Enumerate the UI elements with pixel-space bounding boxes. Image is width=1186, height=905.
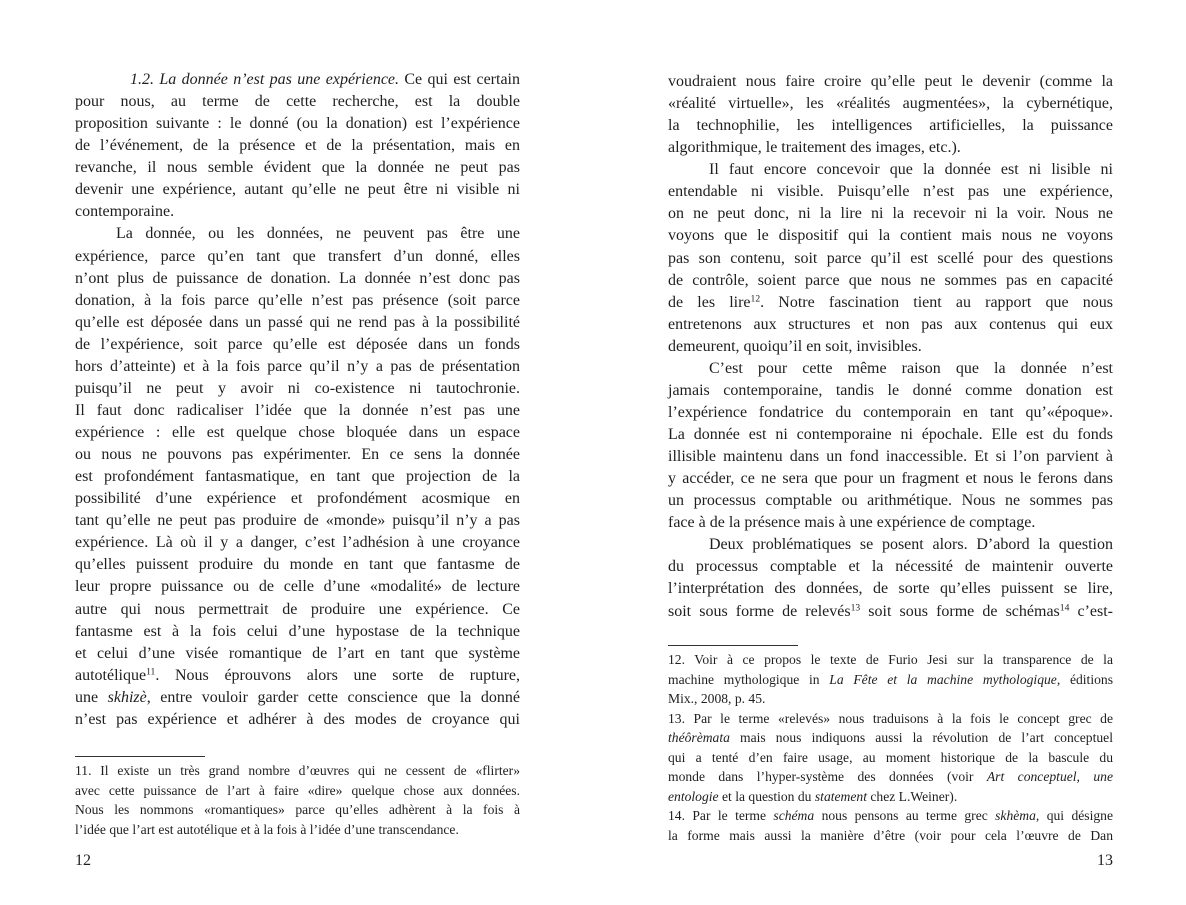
- text-run: pour nous, au terme de cette recherche, est la double: [75, 93, 520, 111]
- text-run: Il faut donc radicaliser l’idée que la donnée n’est pas une: [75, 401, 520, 419]
- text-line: [75, 290, 520, 312]
- text-run: la forme mais aussi la manière d’être (voir pour cela l’œuvre de Dan: [668, 827, 1113, 843]
- text-line: [668, 225, 1113, 247]
- body-text: [75, 69, 520, 731]
- text-run: machine mythologique in: [668, 671, 830, 687]
- text-line: [75, 223, 520, 245]
- text-run: n’est pas expérience et adhérer à des modes de croyance qui: [75, 710, 520, 728]
- footnote-ref: 11: [146, 666, 156, 678]
- text-run: on ne peut donc, ni la lire ni la recevoir ni la voir. Nous ne: [668, 205, 1113, 223]
- text-line: [75, 761, 520, 781]
- text-run: avec cette puissance de l’art à faire «dire» quelque chose aux données.: [75, 782, 520, 798]
- text-line: [668, 787, 1113, 807]
- text-line: [75, 576, 520, 598]
- text-run: . Nous éprouvons alors une sorte de rupture,: [155, 666, 520, 684]
- footnote-ref: 14: [1059, 602, 1070, 614]
- text-run: voudraient nous faire croire qu’elle peut le devenir (comme la: [668, 73, 1113, 90]
- paragraph: [668, 159, 1113, 358]
- text-run: leur propre puissance ou de celle d’une «modalité» de lecture: [75, 578, 520, 596]
- text-run: qu’elles puissent produire du monde en tant que fantasme de: [75, 556, 520, 574]
- text-line: [75, 466, 520, 488]
- text-line: [75, 400, 520, 422]
- text-run: 14. Par le terme: [668, 808, 774, 823]
- text-line: [75, 356, 520, 378]
- text-run: devenir une expérience, autant qu’elle ne peut être ni visible ni: [75, 181, 520, 199]
- italic-text: 1.2. La donnée n’est pas une expérience.: [130, 71, 400, 88]
- text-line: [75, 643, 520, 665]
- text-line: [75, 334, 520, 356]
- text-line: [75, 665, 520, 687]
- text-run: C’est pour cette même raison que la donnée n’est: [709, 359, 1113, 377]
- footnote-rule: [668, 645, 798, 646]
- text-line: [75, 510, 520, 532]
- text-run: Nous les nommons «romantiques» parce qu’elles adhèrent à la fois à: [75, 802, 520, 817]
- footnote-rule: [75, 756, 205, 757]
- text-run: c’est-: [1069, 602, 1114, 620]
- text-line: [75, 378, 520, 400]
- text-run: pas son contenu, soit parce qu’il est scellé pour des questions: [668, 249, 1113, 267]
- text-line: [75, 113, 520, 135]
- text-run: , qui désigne: [1035, 808, 1113, 823]
- text-run: jamais contemporaine, tandis le donné comme donation est: [668, 381, 1113, 399]
- text-line: [668, 556, 1113, 578]
- text-line: [668, 115, 1113, 137]
- text-run: soit sous forme de schémas: [860, 602, 1060, 620]
- text-run: face à de la présence mais à une expérience de comptage.: [668, 514, 1036, 532]
- right-page: [593, 0, 1186, 905]
- footnote: [668, 709, 1113, 807]
- text-run: possibilité d’une expérience et profondément acosmique en: [75, 490, 520, 508]
- text-run: de contrôle, soient parce que nous ne sommes pas en capacité: [668, 271, 1113, 289]
- text-line: [75, 179, 520, 201]
- text-line: [75, 246, 520, 268]
- text-line: [75, 621, 520, 643]
- text-run: monde dans l’hyper-système des données (voir: [668, 769, 987, 784]
- text-run: est profondément fantasmatique, en tant que projection de la: [75, 468, 520, 486]
- text-run: de l’expérience, soit parce qu’elle est déposée dans un fonds: [75, 335, 520, 353]
- footnote-ref: 12: [750, 293, 761, 305]
- text-run: l’idée que l’art est autotélique et à la fois à l’idée d’une transcendance.: [75, 821, 459, 837]
- paragraph: [75, 223, 520, 730]
- text-run: , éditions: [1056, 671, 1113, 687]
- text-run: expérience, parce qu’en tant que transfert d’un donné, elles: [75, 247, 520, 265]
- text-run: 13. Par le terme «relevés» nous traduisons à la fois le concept grec de: [668, 710, 1113, 726]
- text-run: autre qui nous permettrait de produire une expérience. Ce: [75, 600, 520, 618]
- text-run: «réalité virtuelle», les «réalités augmentées», la cybernétique,: [668, 95, 1113, 113]
- text-line: [75, 201, 520, 223]
- text-run: contemporaine.: [75, 203, 175, 221]
- text-run: l’expérience fondatrice du contemporain en tant qu’«époque».: [668, 403, 1113, 421]
- footnotes: [668, 650, 1113, 845]
- text-run: de les lire: [668, 293, 751, 311]
- text-run: de l’événement, de la présence et de la présentation, mais en: [75, 137, 520, 155]
- text-run: revanche, il nous semble évident que la donnée ne peut pas: [75, 159, 520, 177]
- text-run: fantasme est à la fois celui d’une hypostase de la technique: [75, 622, 520, 640]
- text-run: La donnée, ou les données, ne peuvent pas être une: [116, 225, 520, 243]
- text-line: [668, 358, 1113, 380]
- page-number: 12: [75, 852, 91, 869]
- text-run: . Notre fascination tient au rapport que nous: [760, 293, 1113, 311]
- text-line: [75, 91, 520, 113]
- text-line: [668, 534, 1113, 556]
- text-run: Deux problématiques se posent alors. D’abord la question: [709, 536, 1113, 554]
- text-run: un processus comptable ou arithmétique. Nous ne sommes pas: [668, 492, 1113, 510]
- text-line: [668, 314, 1113, 336]
- text-line: [75, 554, 520, 576]
- text-line: [75, 532, 520, 554]
- text-run: 11. Il existe un très grand nombre d’œuvres qui ne cessent de «flirter»: [75, 763, 520, 778]
- text-line: [668, 181, 1113, 203]
- text-line: [668, 270, 1113, 292]
- text-run: qui a tenté d’en faire usage, au moment historique de la bascule du: [668, 749, 1113, 765]
- text-run: proposition suivante : le donné (ou la donation) est l’expérience: [75, 115, 520, 133]
- text-line: [668, 670, 1113, 690]
- text-line: [668, 806, 1113, 826]
- text-line: [668, 709, 1113, 729]
- text-run: soit sous forme de relevés: [668, 602, 851, 620]
- text-line: [75, 157, 520, 179]
- footnote: [668, 650, 1113, 709]
- text-run: du processus comptable et la nécessité de maintenir ouverte: [668, 558, 1113, 576]
- text-line: [75, 69, 520, 91]
- text-line: [668, 578, 1113, 600]
- italic-text: Art conceptuel, une: [986, 769, 1113, 784]
- text-line: [75, 800, 520, 820]
- paragraph: [668, 71, 1113, 159]
- italic-text: théôrèmata: [668, 730, 730, 745]
- footnote: [668, 806, 1113, 845]
- text-run: et celui d’une visée romantique de l’art en tant que système: [75, 644, 520, 662]
- text-run: 12. Voir à ce propos le texte de Furio Jesi sur la transparence de la: [668, 652, 1113, 667]
- italic-text: entologie: [668, 788, 719, 804]
- text-run: voyons que le dispositif qui la contient mais nous ne voyons: [668, 227, 1113, 245]
- text-line: [668, 650, 1113, 670]
- text-line: [75, 444, 520, 466]
- text-run: et la question du: [718, 788, 815, 804]
- text-line: [75, 135, 520, 157]
- text-run: puisqu’il ne peut y avoir ni co-existence ni tautochronie.: [75, 379, 520, 397]
- text-run: ou nous ne pouvons pas expérimenter. En ce sens la donnée: [75, 446, 520, 464]
- text-run: expérience : elle est quelque chose bloquée dans un espace: [75, 424, 520, 441]
- text-line: [668, 512, 1113, 534]
- text-run: n’ont plus de puissance de donation. La donnée n’est donc pas: [75, 269, 520, 287]
- text-line: [75, 820, 520, 840]
- text-line: [75, 488, 520, 510]
- text-line: [668, 490, 1113, 512]
- text-line: [668, 159, 1113, 181]
- paragraph: [668, 534, 1113, 622]
- text-line: [668, 689, 1113, 709]
- text-run: chez L.Weiner).: [866, 788, 958, 804]
- text-run: illisible maintenu dans un fond inaccessible. Et si l’on parvient à: [668, 448, 1113, 466]
- italic-text: statement: [814, 788, 867, 804]
- text-line: [668, 248, 1113, 270]
- text-line: [668, 292, 1113, 314]
- text-run: Il faut encore concevoir que la donnée est ni lisible ni: [709, 161, 1113, 179]
- footnote-ref: 13: [850, 602, 861, 614]
- text-run: qu’elle est déposée dans un passé qui ne rend pas à la possibilité: [75, 313, 520, 331]
- text-line: [668, 137, 1113, 159]
- text-run: nous pensons au terme grec: [814, 808, 996, 823]
- text-line: [668, 93, 1113, 115]
- text-line: [668, 336, 1113, 358]
- text-line: [75, 687, 520, 709]
- text-line: [75, 268, 520, 290]
- text-line: [75, 422, 520, 444]
- text-run: entendable ni visible. Puisqu’elle n’est pas une expérience,: [668, 183, 1113, 201]
- text-run: algorithmique, le traitement des images, etc.).: [668, 139, 961, 157]
- text-run: expérience. Là où il y a danger, c’est l’adhésion à une croyance: [75, 534, 520, 552]
- text-run: autotélique: [75, 666, 147, 684]
- text-line: [668, 468, 1113, 490]
- paragraph: [668, 358, 1113, 535]
- text-line: [668, 826, 1113, 846]
- text-line: [75, 312, 520, 334]
- text-line: [75, 599, 520, 621]
- text-run: entretenons aux structures et non pas aux contenus qui eux: [668, 315, 1113, 333]
- text-line: [668, 728, 1113, 748]
- text-line: [668, 748, 1113, 768]
- text-run: la technophilie, les intelligences artificielles, la puissance: [668, 117, 1113, 135]
- page-number: 13: [1097, 852, 1113, 869]
- text-run: une: [75, 688, 108, 706]
- text-line: [75, 781, 520, 801]
- footnote: [75, 761, 520, 839]
- text-run: l’interprétation des données, de sorte qu’elles puissent se lire,: [668, 580, 1113, 598]
- text-line: [75, 709, 520, 731]
- text-run: demeurent, quoiqu’il en soit, invisibles.: [668, 337, 922, 355]
- text-run: Mix., 2008, p. 45.: [668, 691, 766, 706]
- text-run: , entre vouloir garder cette conscience que la donné: [146, 688, 520, 706]
- italic-text: skhèma: [995, 808, 1036, 823]
- text-line: [668, 446, 1113, 468]
- text-run: tant qu’elle ne peut pas produire de «monde» puisqu’il n’y a pas: [75, 512, 520, 530]
- italic-text: schéma: [773, 808, 815, 823]
- text-run: hors d’atteinte) et à la fois parce qu’il n’y a pas de présentation: [75, 357, 520, 375]
- text-run: La donnée est ni contemporaine ni épochale. Elle est du fonds: [668, 426, 1113, 443]
- footnotes: [75, 761, 520, 839]
- text-line: [668, 767, 1113, 787]
- paragraph: [75, 69, 520, 223]
- text-line: [668, 402, 1113, 424]
- text-run: mais nous indiquons aussi la révolution de l’art conceptuel: [729, 730, 1113, 745]
- italic-text: skhizè: [107, 688, 147, 706]
- text-line: [668, 424, 1113, 446]
- text-line: [668, 71, 1113, 93]
- text-run: donation, à la fois parce qu’elle n’est pas présence (soit parce: [75, 291, 520, 309]
- text-run: Ce qui est certain: [399, 71, 520, 88]
- text-line: [668, 601, 1113, 623]
- text-run: y accéder, ce ne sera que pour un fragment et nous le ferons dans: [668, 470, 1113, 488]
- italic-text: La Fête et la machine mythologique: [829, 671, 1057, 687]
- body-text: [668, 71, 1113, 623]
- text-line: [668, 203, 1113, 225]
- text-line: [668, 380, 1113, 402]
